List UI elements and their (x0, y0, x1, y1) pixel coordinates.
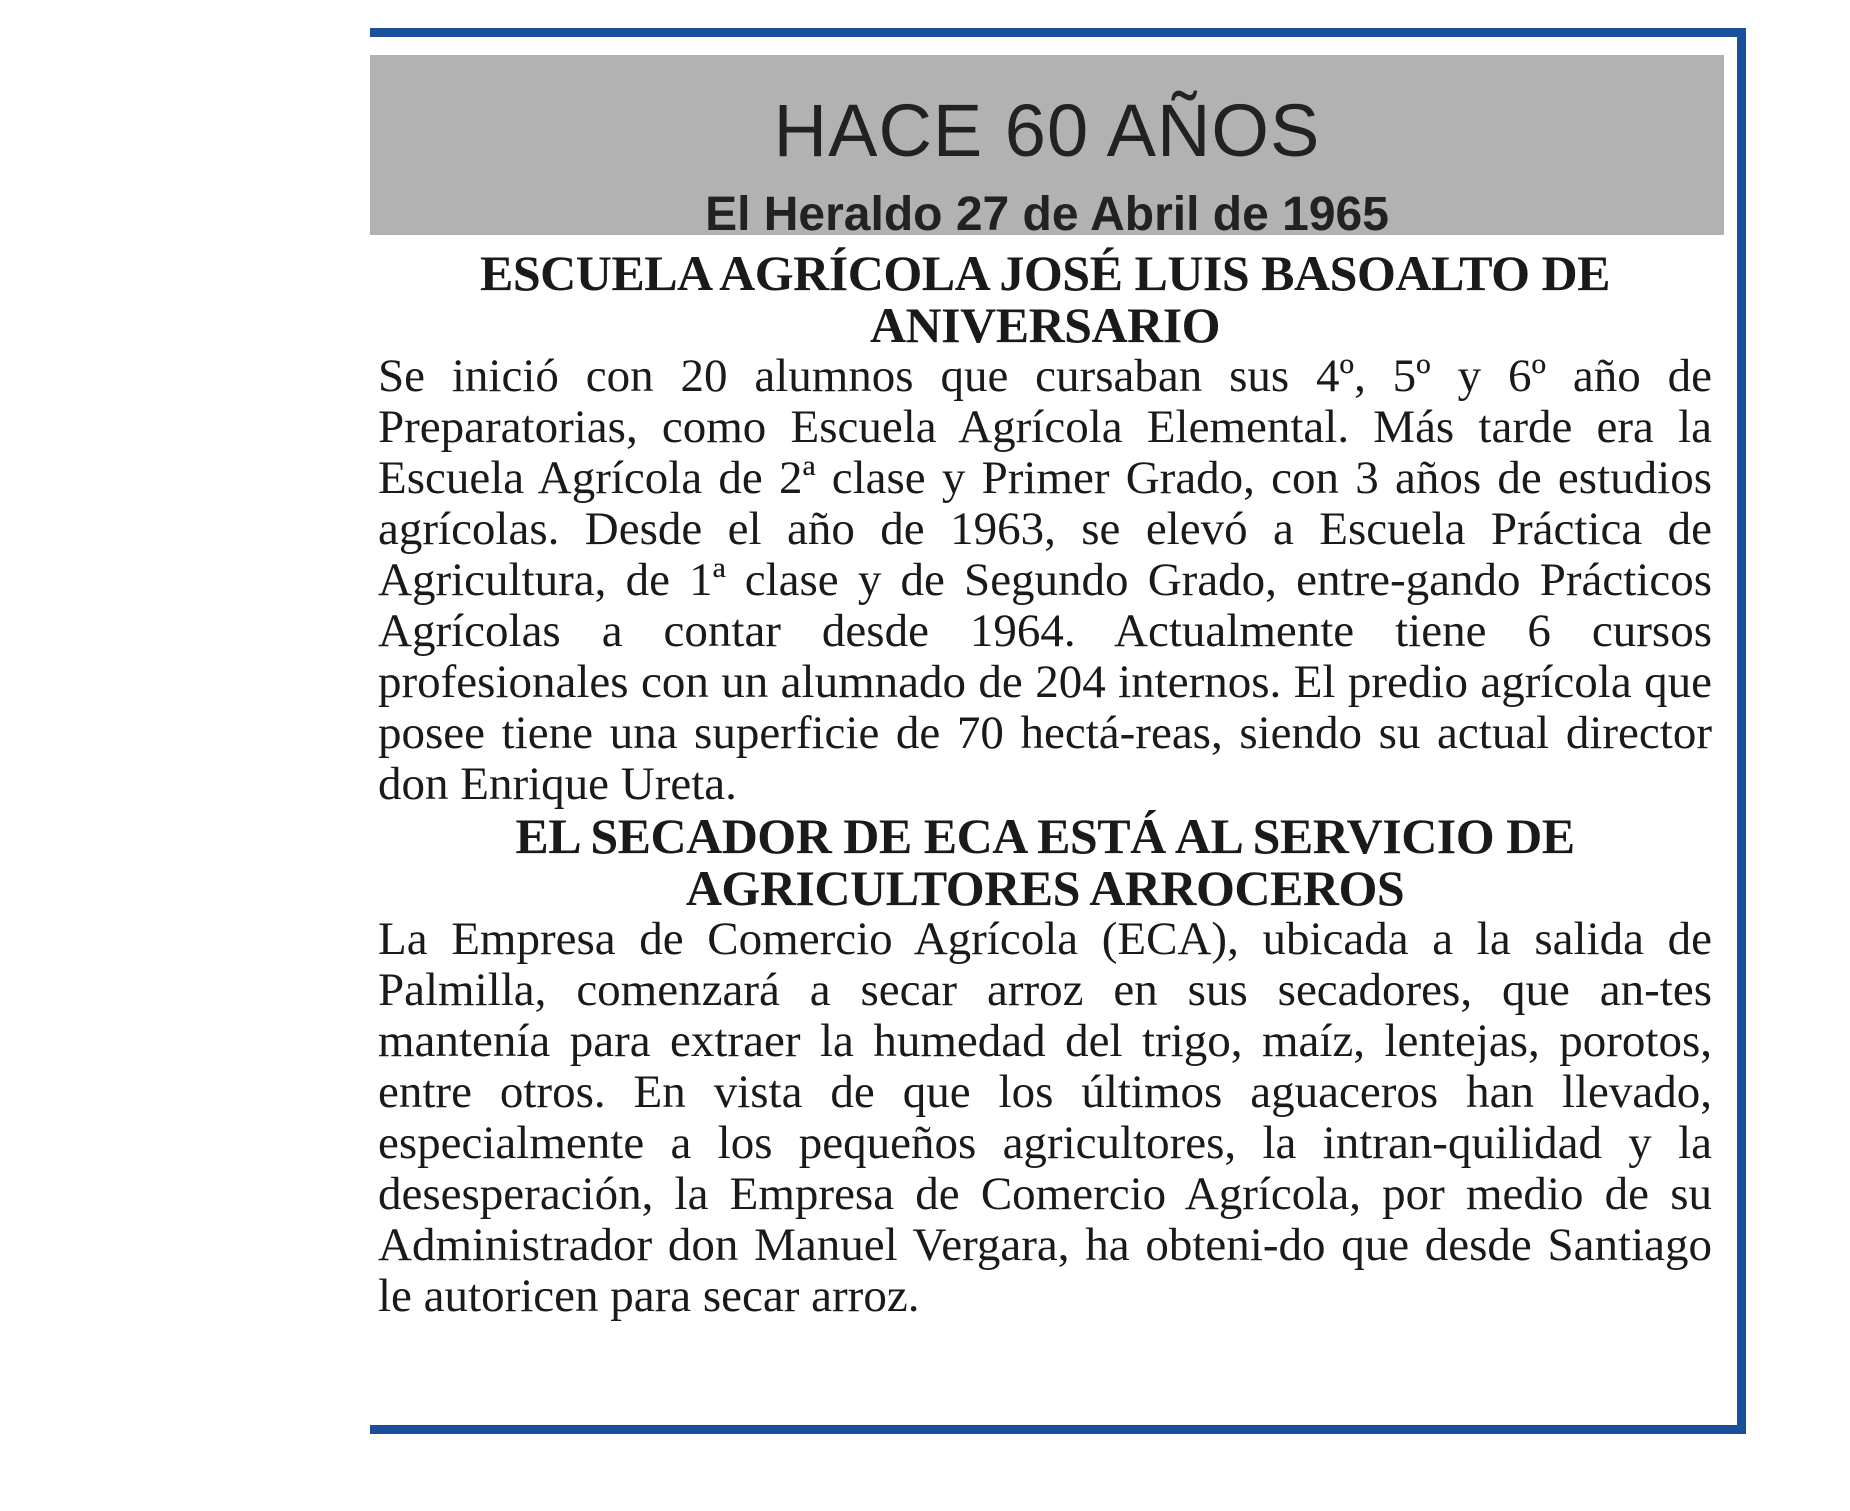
article-body: Se inició con 20 alumnos que cursaban sus 4º, 5º y 6º año de Preparatorias, como Escuela Agrícola Elemental. Más tarde era la Escuela Agrícola de 2ª clase y Primer Grado, con 3 años de estudios agrícolas. Desde el año de 1963, se elevó a Escuela Práctica de Agricultura, de 1ª clase y de Segundo Grado, entre-gando Prácticos Agrícolas a contar desde 1964. Actualmente tiene 6 cursos profesionales con un alumnado de 204 internos. El predio agrícola que posee tiene una superficie de 70 hectá-reas, siendo su actual director don Enrique Ureta. (378, 350, 1712, 810)
header-band (370, 55, 1724, 241)
article-body: La Empresa de Comercio Agrícola (ECA), ubicada a la salida de Palmilla, comenzará a secar arroz en sus secadores, que an-tes mantenía para extraer la humedad del trigo, maíz, lentejas, porotos, entre otros. En vista de que los últimos aguaceros han llevado, especialmente a los pequeños agricultores, la intran-quilidad y la desesperación, la Empresa de Comercio Agrícola, por medio de su Administrador don Manuel Vergara, ha obteni-do que desde Santiago le autoricen para secar arroz. (378, 913, 1712, 1322)
column-title: HACE 60 AÑOS (773, 89, 1321, 172)
column-frame (370, 28, 1746, 1434)
article-school-anniversary (378, 247, 1712, 810)
column-subtitle: El Heraldo 27 de Abril de 1965 (705, 188, 1389, 241)
column-content (378, 247, 1712, 1322)
article-eca-dryer (378, 810, 1712, 1322)
article-headline: ESCUELA AGRÍCOLA JOSÉ LUIS BASOALTO DE ANIVERSARIO (479, 245, 1611, 353)
article-headline: EL SECADOR DE ECA ESTÁ AL SERVICIO DE AGRICULTORES ARROCEROS (515, 808, 1575, 916)
